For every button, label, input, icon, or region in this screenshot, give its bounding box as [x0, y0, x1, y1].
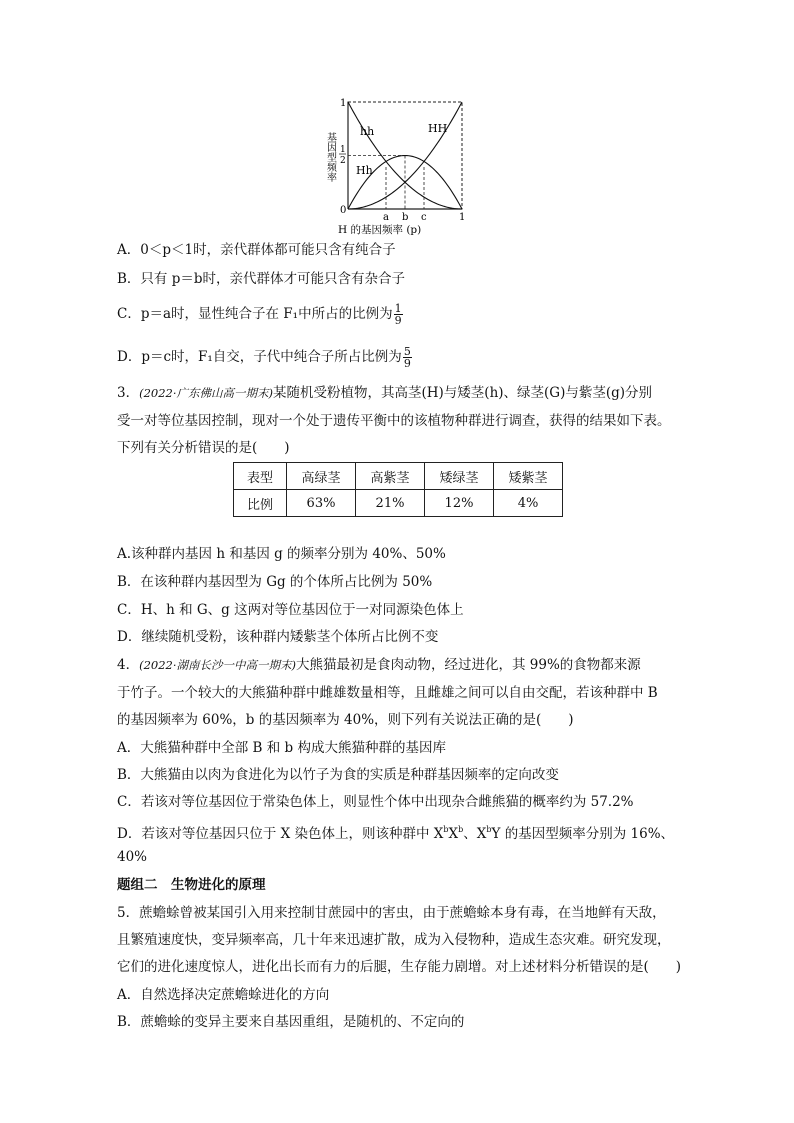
table-cell: 21% — [356, 490, 425, 517]
table-cell: 63% — [287, 490, 356, 517]
question-source: (2022·湖南长沙一中高一期末) — [139, 658, 296, 672]
y-tick-0: 0 — [340, 205, 347, 216]
x-tick-c: c — [421, 212, 427, 223]
q3-option-a: A.该种群内基因 h 和基因 g 的频率分别为 40%、50% — [117, 546, 446, 562]
q3-stem-line-2: 受一对等位基因控制，现对一个处于遗传平衡中的该植物种群进行调查，获得的结果如下表。 — [117, 413, 671, 429]
q2-option-d-text: D．p＝c时，F₁自交，子代中纯合子所占比例为 — [117, 349, 402, 365]
q2-option-b: B．只有 p＝b时，亲代群体才可能只含有杂合子 — [117, 271, 405, 287]
question-number: 4． — [117, 657, 140, 673]
q3-data-table — [233, 462, 563, 517]
q2-option-c — [117, 303, 403, 326]
x-axis-label: H 的基因频率 (p) — [338, 224, 422, 236]
question-source: (2022·广东佛山高一期末) — [139, 386, 273, 400]
q5-option-b: B．蔗蟾蜍的变异主要来自基因重组，是随机的、不定向的 — [117, 1014, 465, 1030]
q4-option-d — [117, 821, 674, 843]
q4-option-d-line-2: 40% — [117, 849, 148, 865]
figure-svg — [318, 92, 478, 237]
table-cell: 矮绿茎 — [425, 463, 494, 490]
Hh-label: Hh — [356, 164, 373, 177]
q4-option-a: A．大熊猫种群中全部 B 和 b 构成大熊猫种群的基因库 — [117, 740, 446, 756]
q3-stem-line-3: 下列有关分析错误的是( ) — [117, 440, 290, 456]
question-number: 3． — [117, 385, 140, 401]
q5-option-a: A．自然选择决定蔗蟾蜍进化的方向 — [117, 987, 330, 1003]
q4-option-c: C．若该对等位基因位于常染色体上，则显性个体中出现杂合雌熊猫的概率约为 57.2% — [117, 794, 634, 810]
y-tick-half-den: 2 — [340, 156, 346, 166]
y-axis-label: 基因型频率 — [324, 132, 336, 182]
genotype-frequency-figure — [318, 92, 478, 237]
table-cell: 表型 — [234, 463, 287, 490]
q5-stem-line-3: 它们的进化速度惊人，进化出长而有力的后腿，生存能力剧增。对上述材料分析错误的是( ) — [117, 959, 682, 975]
q4-option-d-text: D．若该对等位基因只位于 X 染色体上，则该种群中 X — [117, 826, 444, 842]
superscript: b — [443, 825, 449, 834]
table-header-row — [234, 463, 563, 490]
section-title: 题组二 生物进化的原理 — [117, 877, 266, 893]
HH-label: HH — [428, 122, 448, 135]
q3-option-b: B．在该种群内基因型为 Gg 的个体所占比例为 50% — [117, 574, 433, 590]
y-tick-half-num: 1 — [340, 145, 346, 155]
q4-stem-line-2: 于竹子。一个较大的大熊猫种群中雌雄数量相等，且雌雄之间可以自由交配，若该种群中 B — [117, 685, 658, 701]
fraction — [403, 346, 412, 369]
q5-stem-line-1: 5．蔗蟾蜍曾被某国引入用来控制甘蔗园中的害虫，由于蔗蟾蜍本身有毒，在当地鲜有天敌， — [117, 905, 666, 921]
hh-label: hh — [360, 125, 375, 138]
y-tick-1: 1 — [340, 98, 347, 109]
x-tick-a: a — [383, 212, 389, 223]
q4-stem-line-1 — [117, 656, 641, 674]
table-cell: 比例 — [234, 490, 287, 517]
q3-stem-text: 某随机受粉植物，其高茎(H)与矮茎(h)、绿茎(G)与紫茎(g)分别 — [273, 385, 653, 401]
q4-option-d-text: X — [448, 826, 459, 842]
superscript: b — [458, 825, 464, 834]
q3-option-d: D．继续随机受粉，该种群内矮紫茎个体所占比例不变 — [117, 629, 439, 645]
fraction-numerator: 1 — [394, 302, 402, 315]
q3-stem-line-1 — [117, 384, 652, 402]
table-cell: 高绿茎 — [287, 463, 356, 490]
q4-stem-line-3: 的基因频率为 60%，b 的基因频率为 40%，则下列有关说法正确的是( ) — [117, 712, 574, 728]
fraction — [394, 303, 403, 326]
q2-option-a: A．0＜p＜1时，亲代群体都可能只含有纯合子 — [117, 242, 396, 258]
superscript: b — [486, 825, 492, 834]
q3-option-c: C．H、h 和 G、g 这两对等位基因位于一对同源染色体上 — [117, 602, 464, 618]
q2-option-d — [117, 346, 412, 369]
q2-option-c-text: C．p＝a时，显性纯合子在 F₁中所占的比例为 — [117, 306, 393, 322]
fraction-numerator: 5 — [403, 345, 411, 358]
x-tick-b: b — [402, 212, 409, 223]
table-row — [234, 490, 563, 517]
table-cell: 高紫茎 — [356, 463, 425, 490]
table-cell: 12% — [425, 490, 494, 517]
q4-option-d-text: 、X — [463, 826, 487, 842]
table-cell: 矮紫茎 — [494, 463, 563, 490]
q4-option-b: B．大熊猫由以肉为食进化为以竹子为食的实质是种群基因频率的定向改变 — [117, 767, 559, 783]
table-cell: 4% — [494, 490, 563, 517]
x-tick-1: 1 — [459, 212, 466, 223]
q4-stem-text: 大熊猫最初是食肉动物，经过进化，其 99%的食物都来源 — [296, 657, 641, 673]
fraction-denominator: 9 — [403, 357, 411, 370]
q4-option-d-text: Y 的基因型频率分别为 16%、 — [491, 826, 675, 842]
q5-stem-line-2: 且繁殖速度快，变异频率高，几十年来迅速扩散，成为入侵物种，造成生态灾难。研究发现， — [117, 932, 671, 948]
fraction-denominator: 9 — [394, 314, 402, 327]
